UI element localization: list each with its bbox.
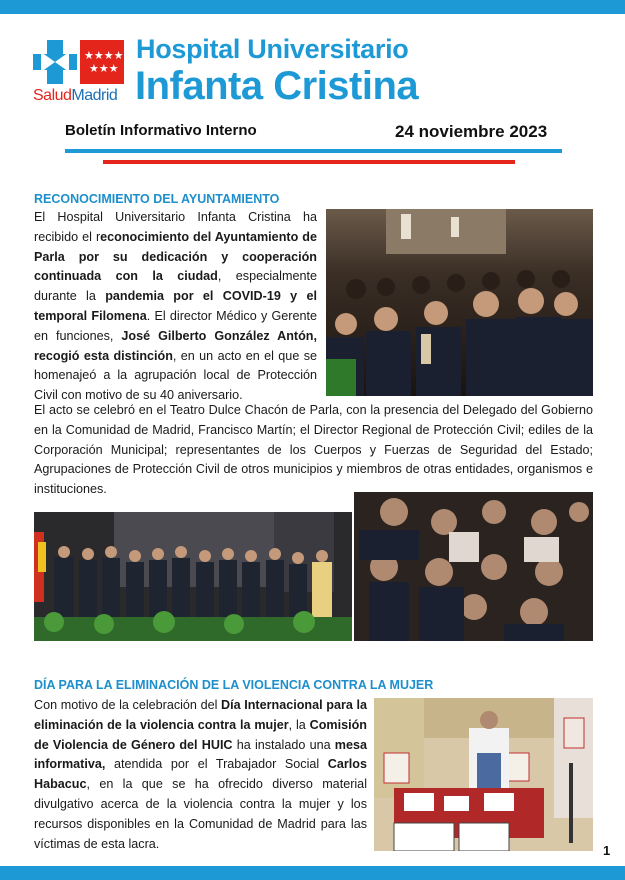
text-run: , la [288, 717, 310, 732]
hospital-name-line2: Infanta Cristina [135, 64, 419, 108]
salud-madrid-cross-icon [33, 40, 77, 84]
salud-madrid-logo-text: SaludMadrid [33, 87, 118, 104]
section2-paragraph1 [34, 696, 367, 854]
svg-text:★★★★: ★★★★ [84, 49, 124, 62]
page-number: 1 [603, 843, 611, 858]
bulletin-date: 24 noviembre 2023 [395, 122, 548, 141]
header-rule-blue [65, 149, 562, 153]
section1-paragraph2: El acto se celebró en el Teatro Dulce Chacón de Parla, con la presencia del Delegado del Gobierno en la Comunidad de Madrid, Francisco Martín; el Director Regional de Protección Civil; ediles de la Corporación Municipal; representantes de los Cuerpos y Fuerzas de Seguridad del Estado; Agrupaciones de Protección Civil de otros municipios y miembros de otras entidades, organismos e instituciones. [34, 403, 593, 497]
section1-paragraph1 [34, 208, 317, 406]
text-run: , en la que se ha ofrecido diverso material divulgativo acerca de la violencia contra la mujer y los recursos disponibles en la Comunidad de Madrid para las víctimas de esta lacra. [34, 777, 367, 851]
text-run: , en un acto en el que se homenajeó a la agrupación local de Protección Civil con motivo de su 40 aniversario. [34, 348, 317, 403]
section1-title: RECONOCIMIENTO DEL AYUNTAMIENTO [34, 192, 280, 206]
bold-text: econocimiento del Ayuntamiento de Parla por su dedicación y cooperación continuada con la ciudad [34, 229, 317, 284]
section2-title: DÍA PARA LA ELIMINACIÓN DE LA VIOLENCIA CONTRA LA MUJER [34, 678, 434, 692]
text-run: ha instalado una [232, 737, 335, 752]
bold-text: Carlos Habacuc [34, 757, 367, 792]
hospital-name-line1: Hospital Universitario [136, 34, 409, 64]
top-bar [0, 0, 625, 14]
bold-text: Día Internacional para la eliminación de la violencia contra la mujer [34, 698, 367, 732]
bold-text: mesa informativa, [34, 737, 367, 772]
text-run: Con motivo de la celebración del [34, 698, 222, 712]
bottom-bar [0, 866, 625, 880]
text-run: El Hospital Universitario Infanta Cristina ha recibido el r [34, 210, 317, 244]
audience-closeup-photo [354, 492, 593, 641]
header-rule-red [103, 160, 515, 164]
bulletin-title: Boletín Informativo Interno [65, 122, 257, 139]
group-stage-photo [34, 512, 352, 641]
text-run: . El director Médico y Gerente en funciones, [34, 308, 318, 343]
bold-text: pandemia por el COVID-19 y el temporal Filomena [34, 289, 318, 323]
madrid-flag-icon [80, 40, 124, 84]
svg-text:★★★: ★★★ [89, 62, 119, 75]
text-run: , especialmente durante la [34, 269, 317, 304]
bold-text: José Gilberto González Antón, recogió esta distinción [34, 328, 317, 363]
award-ceremony-audience-photo [326, 209, 593, 396]
text-run: atendida por el Trabajador Social [105, 757, 328, 772]
bold-text: Comisión de Violencia de Género del HUIC [34, 717, 367, 752]
information-table-photo [374, 698, 593, 851]
